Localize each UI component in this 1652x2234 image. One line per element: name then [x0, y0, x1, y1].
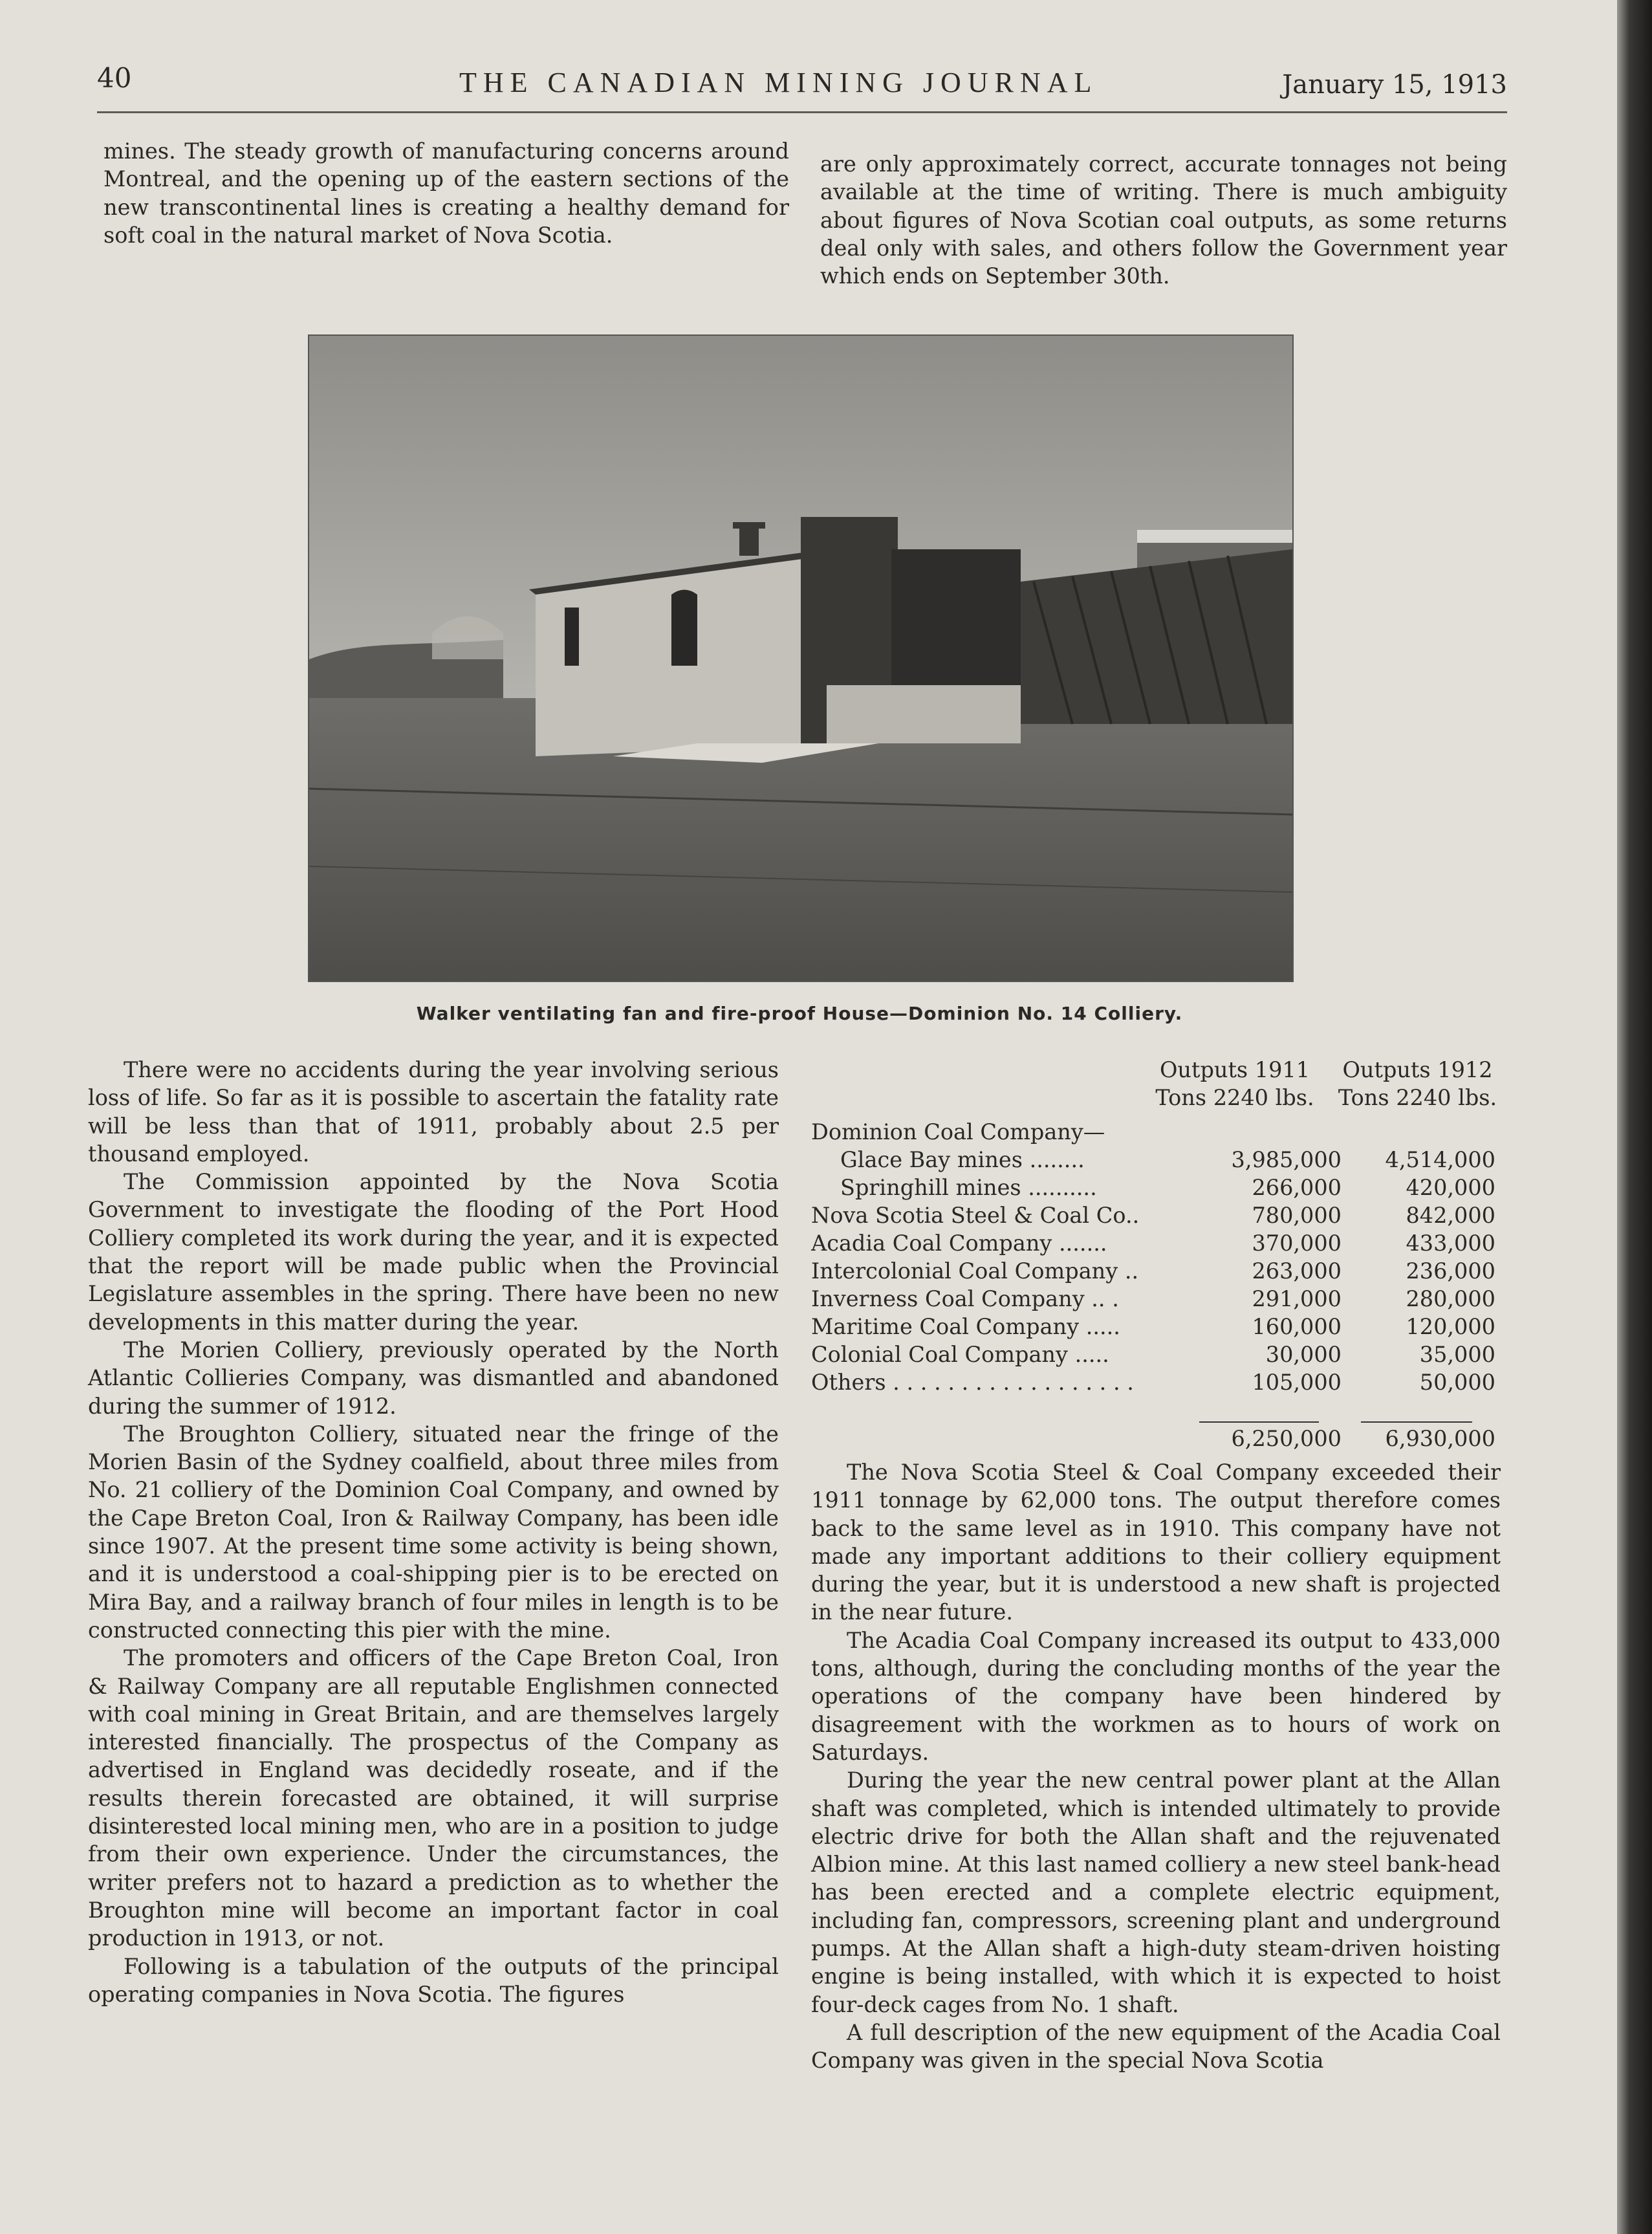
book-spine-edge	[1617, 0, 1652, 2234]
total-1912: 6,930,000	[1385, 1426, 1495, 1451]
table-row: Glace Bay mines ........ 3,985,000 4,514,000	[840, 1147, 1495, 1172]
journal-title: THE CANADIAN MINING JOURNAL	[459, 67, 1098, 98]
paragraph: The Commission appointed by the Nova Scotia Government to investigate the flooding of the Port Hood Colliery completed its work during the year, and it is expected that the report will be made public when the Provincial Legislature assembles in the spring. There have been no new developments in this matter during the year.	[88, 1169, 779, 1335]
table-row: Dominion Coal Company—	[811, 1119, 1105, 1144]
paragraph: The Broughton Colliery, situated near the fringe of the Morien Basin of the Sydney coalfield, about three miles from No. 21 colliery of the Dominion Coal Company, and owned by the Cape Breton Coal, Iron & Railway Company, has been idle since 1907. At the present time some activity is being shown, and it is understood a coal-shipping pier is to be erected on Mira Bay, and a railway branch of four miles in length is to be constructed connecting this pier with the mine.	[88, 1421, 779, 1643]
table-row: Inverness Coal Company .. . 291,000 280,000	[811, 1286, 1495, 1311]
table-header	[811, 1056, 1510, 1114]
paragraph: Following is a tabulation of the outputs of the principal operating companies in Nova Scotia. The figures	[88, 1953, 779, 2007]
total-1911: 6,250,000	[1231, 1426, 1342, 1451]
table-row: Acadia Coal Company ....... 370,000 433,000	[811, 1231, 1495, 1256]
paragraph: are only approximately correct, accurate tonnages not being available at the time of writing. There is much ambiguity about figures of Nova Scotian coal outputs, as some returns deal only with sales, and others follow the Government year which ends on September 30th.	[820, 151, 1507, 289]
paragraph: There were no accidents during the year involving serious loss of life. So far as it is possible to ascertain the fatality rate will be less than that of 1911, probably about 2.5 per thousand employed.	[88, 1057, 779, 1166]
paragraph: A full description of the new equipment of the Acadia Coal Company was given in the special Nova Scotia	[811, 2019, 1501, 2074]
paragraph: The Acadia Coal Company increased its output to 433,000 tons, although, during the concluding months of the year the operations of the company have been hindered by disagreement with the workmen as to hours of work on Saturdays.	[811, 1627, 1501, 1765]
paragraph: The promoters and officers of the Cape Breton Coal, Iron & Railway Company are all reputable Englishmen connected with coal mining in Great Britain, and are themselves largely interested financially. The prospectus of the Company as advertised in England was decidedly roseate, and if the results therein forecasted are obtained, it will surprise disinterested local mining men, who are in a position to judge from their own experience. Under the circumstances, the writer prefers not to hazard a prediction as to whether the Broughton mine will become an important factor in coal production in 1913, or not.	[88, 1645, 779, 1951]
table-row: Colonial Coal Company ..... 30,000 35,000	[811, 1342, 1495, 1367]
colliery-photograph	[308, 334, 1294, 982]
paragraph: The Nova Scotia Steel & Coal Company exceeded their 1911 tonnage by 62,000 tons. The output therefore comes back to the same level as in 1910. This company have not made any important additions to their colliery equipment during the year, but it is understood a new shaft is projected in the near future.	[811, 1460, 1501, 1625]
page-header	[97, 62, 1507, 114]
column-header-1911: Outputs 1911 Tons 2240 lbs.	[1155, 1057, 1314, 1110]
top-left-column	[103, 137, 789, 249]
table-totals-row	[811, 1425, 1510, 1452]
top-right-column	[820, 150, 1507, 290]
column-header-1912: Outputs 1912 Tons 2240 lbs.	[1338, 1057, 1497, 1110]
table-row: Maritime Coal Company ..... 160,000 120,000	[811, 1314, 1495, 1339]
sum-rule-1912	[1361, 1421, 1472, 1423]
page-number: 40	[97, 62, 132, 94]
table-row: Intercolonial Coal Company .. 263,000 236,000	[811, 1258, 1495, 1284]
fan-house-illustration	[309, 336, 1292, 981]
right-column	[811, 1458, 1501, 2075]
table-row: Springhill mines .......... 266,000 420,000	[840, 1175, 1495, 1200]
issue-date: January 15, 1913	[1282, 70, 1507, 100]
photo-caption: Walker ventilating fan and fire-proof House—Dominion No. 14 Colliery.	[416, 1003, 1183, 1024]
paragraph: mines. The steady growth of manufacturing concerns around Montreal, and the opening up of the eastern sections of the new transcontinental lines is creating a healthy demand for soft coal in the natural market of Nova Scotia.	[103, 138, 789, 248]
table-row: Others . . . . . . . . . . . . . . . . . . 105,000 50,000	[811, 1370, 1495, 1395]
left-column	[88, 1056, 779, 2008]
paragraph: The Morien Colliery, previously operated by the North Atlantic Collieries Company, was dismantled and abandoned during the summer of 1912.	[88, 1337, 779, 1419]
sum-rule-1911	[1199, 1421, 1319, 1423]
header-rule	[97, 111, 1507, 113]
paragraph: During the year the new central power plant at the Allan shaft was completed, which is intended ultimately to provide electric drive for both the Allan shaft and the rejuvenated Albion mine. At this last named colliery a new steel bank-head has been erected and a complete electric equipment, including fan, compressors, screening plant and underground pumps. At the Allan shaft a high-duty steam-driven hoisting engine is being installed, with which it is expected to hoist four-deck cages from No. 1 shaft.	[811, 1768, 1501, 2017]
table-row: Nova Scotia Steel & Coal Co.. 780,000 842,000	[811, 1203, 1495, 1228]
